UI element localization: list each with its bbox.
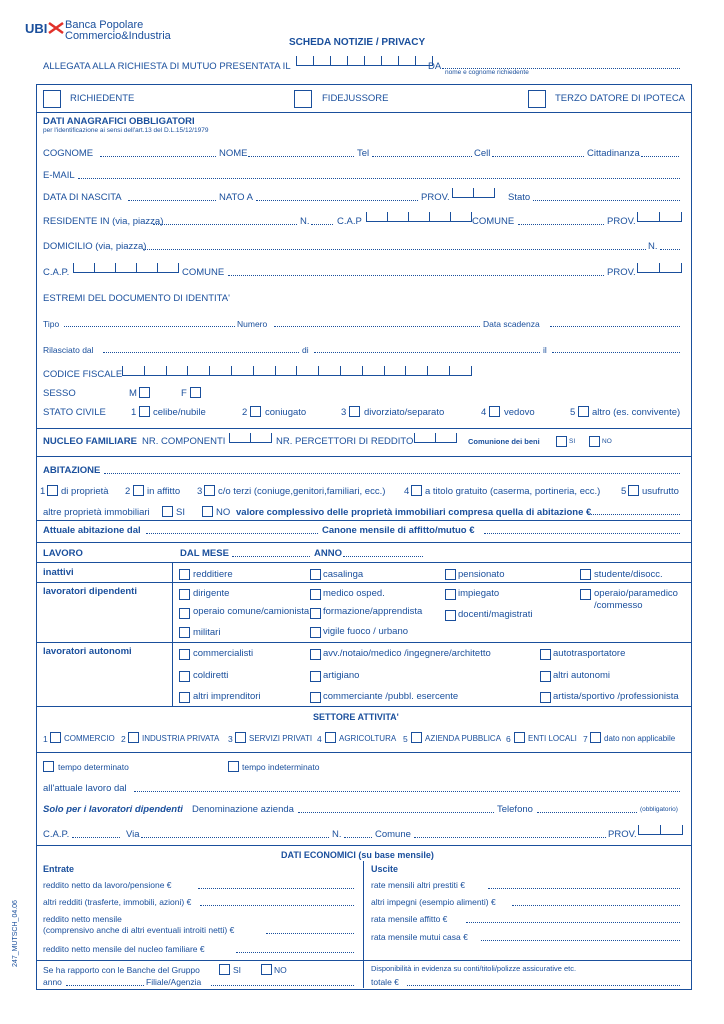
comune2-field[interactable] — [228, 275, 604, 276]
civile-altro-checkbox[interactable] — [578, 406, 589, 417]
obbligatorio-label: (obbligatorio) — [640, 806, 678, 813]
abit-1-num: 1 — [40, 486, 46, 497]
side-code: 247_MUTSCH_04.06 — [11, 900, 19, 967]
abit-terzi-checkbox[interactable] — [204, 485, 215, 496]
agricoltura-checkbox[interactable] — [325, 732, 336, 743]
formazione-checkbox[interactable] — [310, 608, 321, 619]
settore-2-num: 2 — [121, 734, 126, 744]
comunione-label: Comunione dei beni — [468, 437, 540, 446]
lavoro-label: LAVORO — [43, 548, 83, 559]
autotrasportatore-label: autotrasportatore — [553, 648, 626, 659]
impiegato-label: impiegato — [458, 588, 500, 599]
cap2-field[interactable] — [73, 263, 179, 273]
azienda-pubblica-label: AZIENDA PUBBLICA — [425, 734, 502, 743]
tel-label: Tel — [357, 148, 370, 159]
scadenza-label: Data scadenza — [483, 319, 540, 329]
altre-no-checkbox[interactable] — [202, 506, 213, 517]
azienda-pubblica-checkbox[interactable] — [411, 732, 422, 743]
abit-4-num: 4 — [404, 486, 410, 497]
il-label: il — [543, 345, 547, 355]
operaio-comune-checkbox[interactable] — [179, 608, 190, 619]
lav-prov-label: PROV. — [608, 829, 637, 840]
non-applicabile-checkbox[interactable] — [590, 732, 601, 743]
docenti-checkbox[interactable] — [445, 610, 456, 621]
tipo-field[interactable] — [64, 326, 235, 327]
studente-checkbox[interactable] — [580, 569, 591, 580]
lav-n-field[interactable] — [344, 837, 372, 838]
abit-proprieta-checkbox[interactable] — [47, 485, 58, 496]
civile-celibe-checkbox[interactable] — [139, 406, 150, 417]
docenti-label: docenti/magistrati — [458, 609, 533, 620]
abit-proprieta-label: di proprietà — [61, 486, 109, 497]
civile-vedovo-checkbox[interactable] — [489, 406, 500, 417]
servizi-label: SERVIZI PRIVATI — [249, 734, 313, 743]
lav-via-label: Via — [126, 829, 140, 840]
domicilio-n-field[interactable] — [660, 249, 680, 250]
telefono-label: Telefono — [497, 804, 533, 815]
logo-mark-icon — [48, 21, 64, 35]
anno-label-2: anno — [43, 977, 62, 987]
attuale-lavoro-field[interactable] — [134, 791, 680, 792]
non-applicabile-label: dato non applicabile — [604, 734, 676, 743]
canone-label: Canone mensile di affitto/mutuo € — [322, 525, 475, 536]
data-nascita-field[interactable] — [128, 200, 216, 201]
attuale-lavoro-label: all'attuale lavoro dal — [43, 783, 127, 794]
agricoltura-label: AGRICOLTURA — [339, 734, 397, 743]
anno-field-2[interactable] — [66, 985, 144, 986]
coldiretti-checkbox[interactable] — [179, 671, 190, 682]
commerciante-checkbox[interactable] — [310, 692, 321, 703]
canone-field[interactable] — [484, 533, 680, 534]
determinato-label: tempo determinato — [58, 762, 129, 772]
di-label: di — [302, 345, 309, 355]
commercio-checkbox[interactable] — [50, 732, 61, 743]
altre-no-label: NO — [216, 507, 231, 518]
settore-3-num: 3 — [228, 734, 233, 744]
prov2-field[interactable] — [637, 212, 682, 222]
numero-field[interactable] — [274, 326, 480, 327]
lav-via-field[interactable] — [141, 837, 329, 838]
indeterminato-checkbox[interactable] — [228, 761, 239, 772]
settore-title: SETTORE ATTIVITA' — [313, 712, 399, 722]
rapporto-si-checkbox[interactable] — [219, 964, 230, 975]
componenti-label: NR. COMPONENTI — [142, 436, 226, 447]
vigile-checkbox[interactable] — [310, 627, 321, 638]
dirigente-label: dirigente — [193, 588, 230, 599]
industria-label: INDUSTRIA PRIVATA — [142, 734, 220, 743]
cittadinanza-label: Cittadinanza — [587, 148, 640, 159]
percettori-field[interactable] — [414, 433, 457, 443]
autonomi-label: lavoratori autonomi — [43, 646, 132, 657]
nato-a-field[interactable] — [256, 200, 418, 201]
abit-gratuito-label: a titolo gratuito (caserma, portineria, ecc.) — [425, 486, 601, 497]
industria-checkbox[interactable] — [128, 732, 139, 743]
settore-6-num: 6 — [506, 734, 511, 744]
autotrasportatore-checkbox[interactable] — [540, 649, 551, 660]
rilasciato-field[interactable] — [103, 352, 299, 353]
prov3-label: PROV. — [607, 267, 636, 278]
page-title: SCHEDA NOTIZIE / PRIVACY — [289, 37, 426, 48]
richiedente-checkbox[interactable] — [43, 90, 61, 108]
denominazione-label: Denominazione azienda — [192, 804, 294, 815]
abit-usufrutto-checkbox[interactable] — [628, 485, 639, 496]
civile-vedovo-label: vedovo — [504, 407, 535, 418]
civile-3-num: 3 — [341, 407, 347, 418]
reddito-nucleo-field[interactable] — [236, 952, 354, 953]
prov-field[interactable] — [452, 188, 495, 198]
comune-field[interactable] — [518, 224, 604, 225]
abit-2-num: 2 — [125, 486, 131, 497]
altre-proprieta-label: altre proprietà immobiliari — [43, 507, 150, 518]
enti-locali-checkbox[interactable] — [514, 732, 525, 743]
lav-n-label: N. — [332, 829, 342, 840]
commercialisti-label: commercialisti — [193, 648, 254, 659]
pensionato-label: pensionato — [458, 569, 505, 580]
civile-coniugato-label: coniugato — [265, 407, 307, 418]
economici-title: DATI ECONOMICI (su base mensile) — [281, 850, 434, 860]
cap-label: C.A.P — [337, 216, 362, 227]
email-label: E-MAIL — [43, 170, 75, 181]
nome-label: NOME — [219, 148, 248, 159]
lav-cap-field[interactable] — [72, 837, 120, 838]
estremi-label: ESTREMI DEL DOCUMENTO DI IDENTITA' — [43, 293, 230, 304]
rapporto-si-label: SI — [233, 965, 242, 975]
nucleo-label: NUCLEO FAMILIARE — [43, 436, 137, 447]
terzo-label: TERZO DATORE DI IPOTECA — [555, 93, 686, 104]
settore-5-num: 5 — [403, 734, 408, 744]
militari-label: militari — [193, 627, 221, 638]
anno-field[interactable] — [343, 556, 423, 557]
totale-field[interactable] — [407, 985, 680, 986]
avvocato-checkbox[interactable] — [310, 649, 321, 660]
da-label: DA — [428, 61, 442, 72]
altri-imprenditori-label: altri imprenditori — [193, 691, 261, 702]
artigiano-label: artigiano — [323, 670, 360, 681]
fideiussore-label: FIDEJUSSORE — [322, 93, 389, 104]
formazione-label: formazione/apprendista — [323, 606, 423, 617]
medico-checkbox[interactable] — [310, 589, 321, 600]
civile-4-num: 4 — [481, 407, 487, 418]
servizi-checkbox[interactable] — [235, 732, 246, 743]
comunione-si-checkbox[interactable] — [556, 436, 567, 447]
rapporto-no-label: NO — [274, 965, 287, 975]
lav-prov-field[interactable] — [638, 825, 683, 835]
stato-field[interactable] — [533, 200, 680, 201]
artista-checkbox[interactable] — [540, 692, 551, 703]
rapporto-no-checkbox[interactable] — [261, 964, 272, 975]
rapporto-label: Se ha rapporto con le Banche del Gruppo — [43, 965, 200, 975]
commerciante-label: commerciante /pubbl. esercente — [323, 691, 459, 702]
abit-gratuito-checkbox[interactable] — [411, 485, 422, 496]
rilasciato-label: Rilasciato dal — [43, 345, 94, 355]
artista-label: artista/sportivo /professionista — [553, 691, 679, 702]
commercio-label: COMMERCIO — [64, 734, 115, 743]
studente-label: studente/disocc. — [594, 569, 663, 580]
settore-7-num: 7 — [583, 734, 588, 744]
anag-title: DATI ANAGRAFICI OBBLIGATORI — [43, 116, 195, 127]
abit-usufrutto-label: usufrutto — [642, 486, 679, 497]
operaio-comune-label: operaio comune/camionista — [193, 606, 310, 617]
dal-mese-label: DAL MESE — [180, 548, 229, 559]
cap-field[interactable] — [366, 212, 472, 222]
rate-prestiti-field[interactable] — [488, 888, 680, 889]
civile-divorziato-checkbox[interactable] — [349, 406, 360, 417]
il-field[interactable] — [552, 352, 680, 353]
settore-1-num: 1 — [43, 734, 48, 744]
solo-dipendenti-label: Solo per i lavoratori dipendenti — [43, 804, 183, 815]
redditiere-label: redditiere — [193, 569, 233, 580]
civile-divorziato-label: divorziato/separato — [364, 407, 445, 418]
valore-field[interactable] — [588, 514, 680, 515]
residente-n-field[interactable] — [311, 224, 333, 225]
rata-affitto-field[interactable] — [466, 922, 680, 923]
sesso-label: SESSO — [43, 388, 76, 399]
disponibilita-label: Disponibilità in evidenza su conti/titoli/polizze assicurative etc. — [371, 964, 577, 973]
numero-label: Numero — [237, 319, 268, 329]
reddito-lavoro-field[interactable] — [198, 888, 354, 889]
rata-mutui-label: rata mensile mutui casa € — [371, 932, 468, 942]
casalinga-checkbox[interactable] — [310, 569, 321, 580]
altri-autonomi-label: altri autonomi — [553, 670, 611, 681]
richiedente-label: RICHIEDENTE — [70, 93, 135, 104]
comunione-no-label: NO — [602, 438, 612, 445]
email-field[interactable] — [78, 178, 680, 179]
prov-label: PROV. — [421, 192, 450, 203]
reddito-mensile-field[interactable] — [266, 933, 354, 934]
telefono-field[interactable] — [537, 812, 637, 813]
dal-mese-field[interactable] — [232, 556, 310, 557]
impiegato-checkbox[interactable] — [445, 589, 456, 600]
residente-field[interactable] — [153, 224, 297, 225]
domicilio-field[interactable] — [143, 249, 646, 250]
comune2-label: COMUNE — [182, 267, 225, 278]
sesso-f-label: F — [181, 388, 187, 399]
uscite-label: Uscite — [371, 864, 399, 874]
nato-a-label: NATO A — [219, 192, 253, 203]
comunione-si-label: SI — [569, 438, 576, 445]
operaio-paramedico-label: operaio/paramedico — [594, 588, 678, 599]
indeterminato-label: tempo indeterminato — [242, 762, 320, 772]
altri-autonomi-checkbox[interactable] — [540, 671, 551, 682]
redditiere-checkbox[interactable] — [179, 569, 190, 580]
stato-civile-label: STATO CIVILE — [43, 407, 106, 418]
filiale-field[interactable] — [211, 985, 354, 986]
settore-4-num: 4 — [317, 734, 322, 744]
civile-5-num: 5 — [570, 407, 576, 418]
scadenza-field[interactable] — [550, 326, 680, 327]
altri-imprenditori-checkbox[interactable] — [179, 692, 190, 703]
abit-affitto-label: in affitto — [147, 486, 181, 497]
reddito-mensile-note: (comprensivo anche di altri eventuali introiti netti) € — [43, 925, 235, 935]
altri-redditi-label: altri redditi (trasferte, immobili, azioni) € — [43, 897, 192, 907]
cell-field[interactable] — [492, 156, 584, 157]
vigile-label: vigile fuoco / urbano — [323, 626, 409, 637]
tel-field[interactable] — [372, 156, 472, 157]
cap2-label: C.A.P. — [43, 267, 70, 278]
casalinga-label: casalinga — [323, 569, 364, 580]
militari-checkbox[interactable] — [179, 627, 190, 638]
prov2-label: PROV. — [607, 216, 636, 227]
altri-redditi-field[interactable] — [200, 905, 354, 906]
di-field[interactable] — [314, 352, 540, 353]
abit-3-num: 3 — [197, 486, 203, 497]
allegata-label: ALLEGATA ALLA RICHIESTA DI MUTUO PRESENTATA IL — [43, 61, 291, 72]
data-nascita-label: DATA DI NASCITA — [43, 192, 122, 203]
terzo-checkbox[interactable] — [528, 90, 546, 108]
altri-impegni-label: altri impegni (esempio alimenti) € — [371, 897, 496, 907]
attuale-abitazione-field[interactable] — [146, 533, 318, 534]
anno-label: ANNO — [314, 548, 342, 559]
civile-celibe-label: celibe/nubile — [153, 407, 206, 418]
logo — [25, 20, 47, 38]
dirigente-checkbox[interactable] — [179, 589, 190, 600]
entrate-label: Entrate — [43, 864, 75, 874]
reddito-nucleo-label: reddito netto mensile del nucleo familiare € — [43, 944, 205, 954]
componenti-field[interactable] — [229, 433, 272, 443]
domicilio-n-label: N. — [648, 241, 658, 252]
codice-fiscale-field[interactable] — [122, 366, 472, 376]
domicilio-label: DOMICILIO (via, piazza) — [43, 241, 147, 252]
cognome-field[interactable] — [100, 156, 216, 157]
fideiussore-checkbox[interactable] — [294, 90, 312, 108]
residente-label: RESIDENTE IN (via, piazza) — [43, 216, 164, 227]
comune-label: COMUNE — [472, 216, 515, 227]
percettori-label: NR. PERCETTORI DI REDDITO — [276, 436, 414, 447]
date-field[interactable] — [296, 56, 433, 66]
altre-si-checkbox[interactable] — [162, 506, 173, 517]
pensionato-checkbox[interactable] — [445, 569, 456, 580]
civile-altro-label: altro (es. convivente) — [592, 407, 681, 418]
cell-label: Cell — [474, 148, 491, 159]
nome-field[interactable] — [248, 156, 354, 157]
abit-5-num: 5 — [621, 486, 627, 497]
avvocato-label: avv./notaio/medico /ingegnere/architetto — [323, 648, 491, 659]
enti-locali-label: ENTI LOCALI — [528, 734, 577, 743]
determinato-checkbox[interactable] — [43, 761, 54, 772]
lav-comune-label: Comune — [375, 829, 411, 840]
logo-bank-name: Banca Popolare Commercio&Industria — [65, 19, 171, 42]
anag-subtitle: per l'identificazione ai sensi dell'art.13 del D.L.15/12/1979 — [43, 127, 209, 134]
rata-affitto-label: rata mensile affitto € — [371, 914, 448, 924]
prov3-field[interactable] — [637, 263, 682, 273]
cittadinanza-field[interactable] — [641, 156, 679, 157]
medico-label: medico osped. — [323, 588, 385, 599]
civile-2-num: 2 — [242, 407, 248, 418]
coldiretti-label: coldiretti — [193, 670, 229, 681]
logo-ubi: UBI — [25, 21, 48, 36]
reddito-lavoro-label: reddito netto da lavoro/pensione € — [43, 880, 172, 890]
filiale-label: Filiale/Agenzia — [146, 977, 202, 987]
abit-affitto-checkbox[interactable] — [133, 485, 144, 496]
civile-1-num: 1 — [131, 407, 137, 418]
commercialisti-checkbox[interactable] — [179, 649, 190, 660]
comunione-no-checkbox[interactable] — [589, 436, 600, 447]
altre-si-label: SI — [176, 507, 185, 518]
rata-mutui-field[interactable] — [481, 940, 680, 941]
valore-label: valore complessivo delle proprietà immobiliari compresa quella di abitazione € — [236, 507, 592, 518]
civile-coniugato-checkbox[interactable] — [250, 406, 261, 417]
abitazione-label: ABITAZIONE — [43, 465, 101, 476]
rate-prestiti-label: rate mensili altri prestiti € — [371, 880, 466, 890]
operaio-paramedico-checkbox[interactable] — [580, 589, 591, 600]
cognome-label: COGNOME — [43, 148, 94, 159]
lav-comune-field[interactable] — [414, 837, 606, 838]
sesso-m-label: M — [129, 388, 137, 399]
codice-fiscale-label: CODICE FISCALE — [43, 369, 123, 380]
abit-terzi-label: c/o terzi (coniuge,genitori,familiari, ecc.) — [218, 486, 386, 497]
tipo-label: Tipo — [43, 319, 60, 329]
inattivi-label: inattivi — [43, 567, 74, 578]
attuale-abitazione-label: Attuale abitazione dal — [43, 525, 141, 536]
sesso-f-checkbox[interactable] — [190, 387, 201, 398]
abitazione-field[interactable] — [104, 473, 680, 474]
artigiano-checkbox[interactable] — [310, 671, 321, 682]
denominazione-field[interactable] — [298, 812, 494, 813]
reddito-mensile-label: reddito netto mensile — [43, 914, 122, 924]
nome-cognome-hint: nome e cognome richiedente — [445, 69, 529, 76]
dipendenti-label: lavoratori dipendenti — [43, 586, 137, 597]
totale-label: totale € — [371, 977, 399, 987]
sesso-m-checkbox[interactable] — [139, 387, 150, 398]
residente-n-label: N. — [300, 216, 310, 227]
lav-cap-label: C.A.P. — [43, 829, 70, 840]
stato-label: Stato — [508, 192, 531, 203]
altri-impegni-field[interactable] — [512, 905, 680, 906]
commesso-label: /commesso — [594, 600, 643, 611]
